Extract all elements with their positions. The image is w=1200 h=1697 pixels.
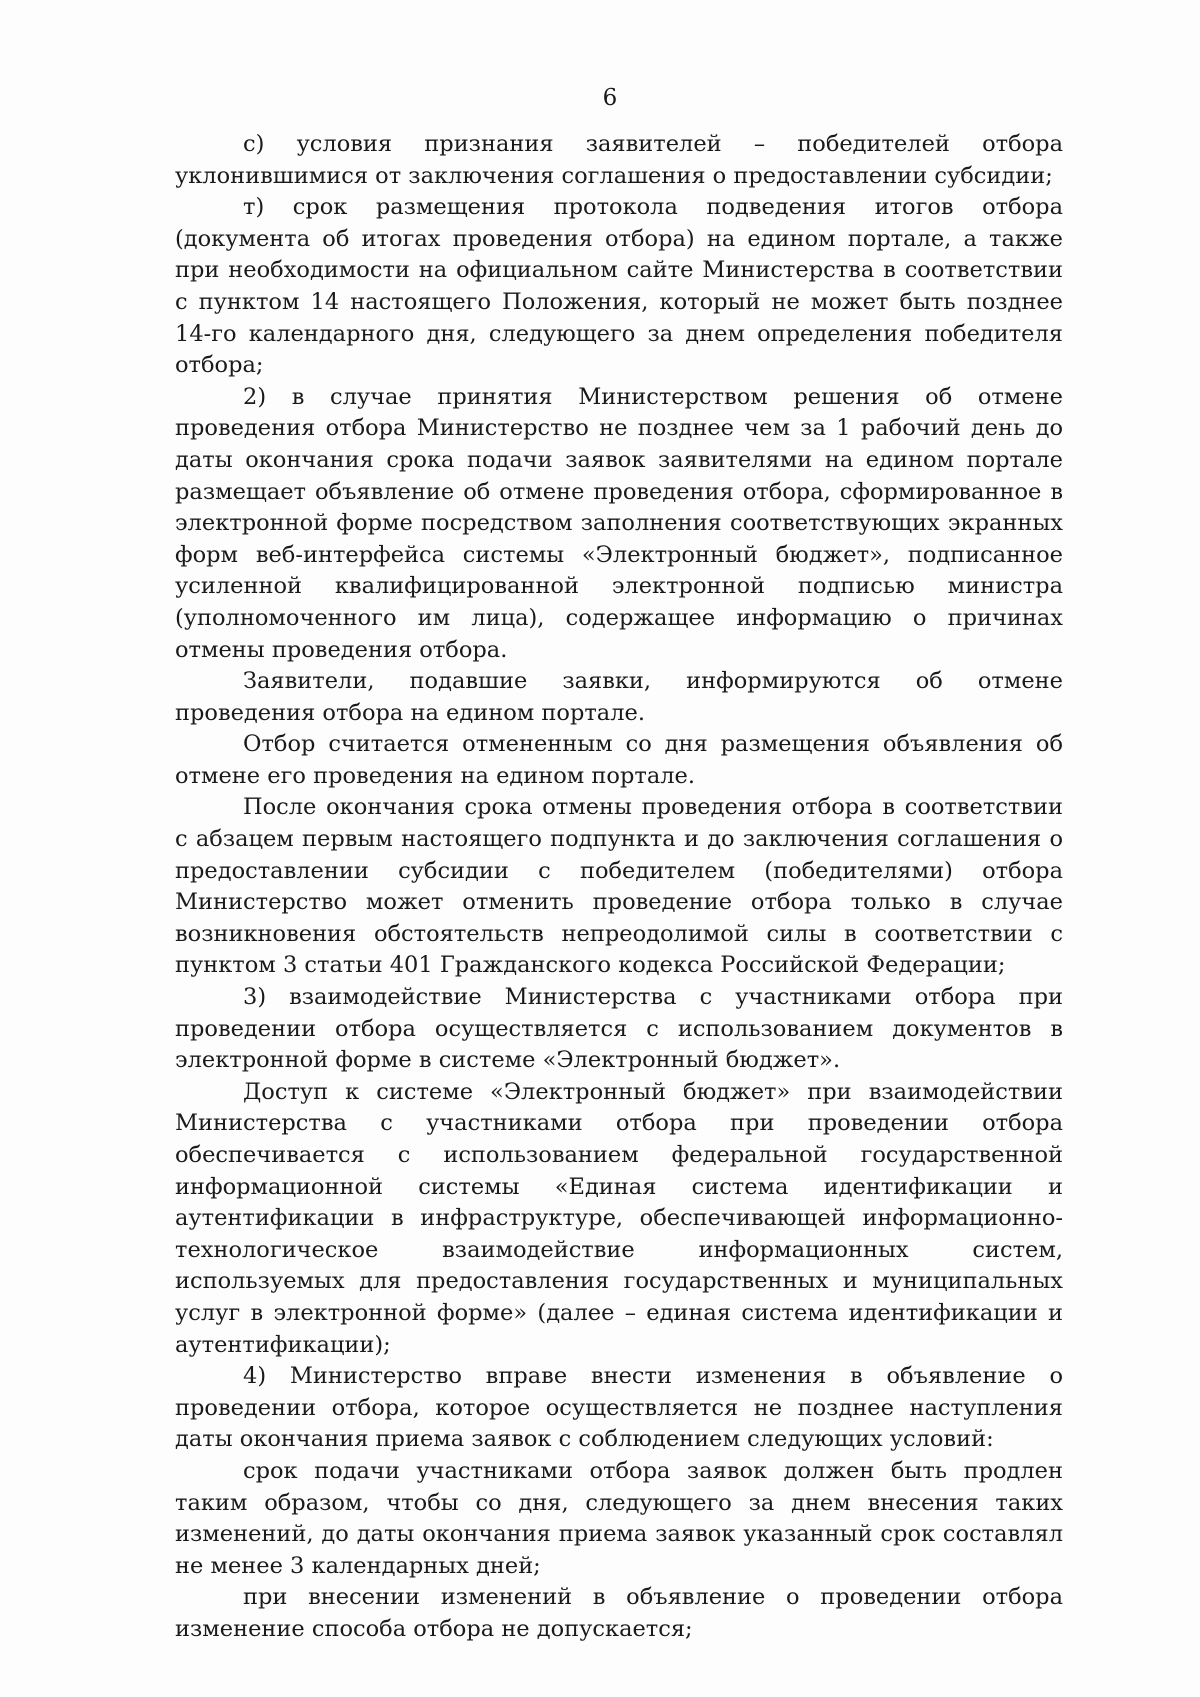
- paragraph-system-access: Доступ к системе «Электронный бюджет» при взаимодействии Министерства с участниками отбора при проведении отбора обеспечивается с использованием федеральной государственной информационной системы «Единая система идентификации и аутентификации в инфраструктуре, обеспечивающей информационно-технологическое взаимодействие информационных систем, используемых для предоставления государственных и муниципальных услуг в электронной форме» (далее – единая система идентификации и аутентификации);: [175, 1078, 1063, 1358]
- paragraph-method-change: при внесении изменений в объявление о проведении отбора изменение способа отбора не допускается;: [175, 1584, 1063, 1642]
- paragraph-2: 2) в случае принятия Министерством решения об отмене проведения отбора Министерство не позднее чем за 1 рабочий день до даты окончания срока подачи заявок заявителями на едином портале размещает объявление об отмене проведения отбора, сформированное в электронной форме посредством заполнения соответствующих экранных форм веб-интерфейса системы «Электронный бюджет», подписанное усиленной квалифицированной электронной подписью министра (уполномоченного им лица), содержащее информацию о причинах отмены проведения отбора.: [175, 383, 1063, 663]
- paragraph-t: т) срок размещения протокола подведения итогов отбора (документа об итогах проведения отбора) на едином портале, а также при необходимости на официальном сайте Министерства в соответствии с пунктом 14 настоящего Положения, который не может быть позднее 14-го календарного дня, следующего за днем определения победителя отбора;: [175, 194, 1063, 379]
- page-number: 6: [602, 85, 618, 111]
- paragraph-deadline-extension: срок подачи участниками отбора заявок должен быть продлен таким образом, чтобы со дня, следующего за днем внесения таких изменений, до даты окончания приема заявок указанный срок составлял не менее 3 календарных дней;: [175, 1457, 1063, 1579]
- paragraph-force-majeure: После окончания срока отмены проведения отбора в соответствии с абзацем первым настоящего подпункта и до заключения соглашения о предоставлении субсидии с победителем (победителями) отбора Министерство может отменить проведение отбора только в случае возникновения обстоятельств непреодолимой силы в соответствии с пунктом 3 статьи 401 Гражданского кодекса Российской Федерации;: [175, 794, 1063, 979]
- paragraph-selection-cancelled: Отбор считается отмененным со дня размещения объявления об отмене его проведения на едином портале.: [175, 731, 1063, 789]
- document-body: [175, 129, 1063, 1646]
- paragraph-s: с) условия признания заявителей – победителей отбора уклонившимися от заключения соглашения о предоставлении субсидии;: [175, 131, 1063, 189]
- paragraph-4: 4) Министерство вправе внести изменения в объявление о проведении отбора, которое осуществляется не позднее наступления даты окончания приема заявок с соблюдением следующих условий:: [175, 1363, 1063, 1453]
- paragraph-applicants-informed: Заявители, подавшие заявки, информируются об отмене проведения отбора на едином портале.: [175, 668, 1063, 726]
- paragraph-3: 3) взаимодействие Министерства с участниками отбора при проведении отбора осуществляется с использованием документов в электронной форме в системе «Электронный бюджет».: [175, 984, 1063, 1074]
